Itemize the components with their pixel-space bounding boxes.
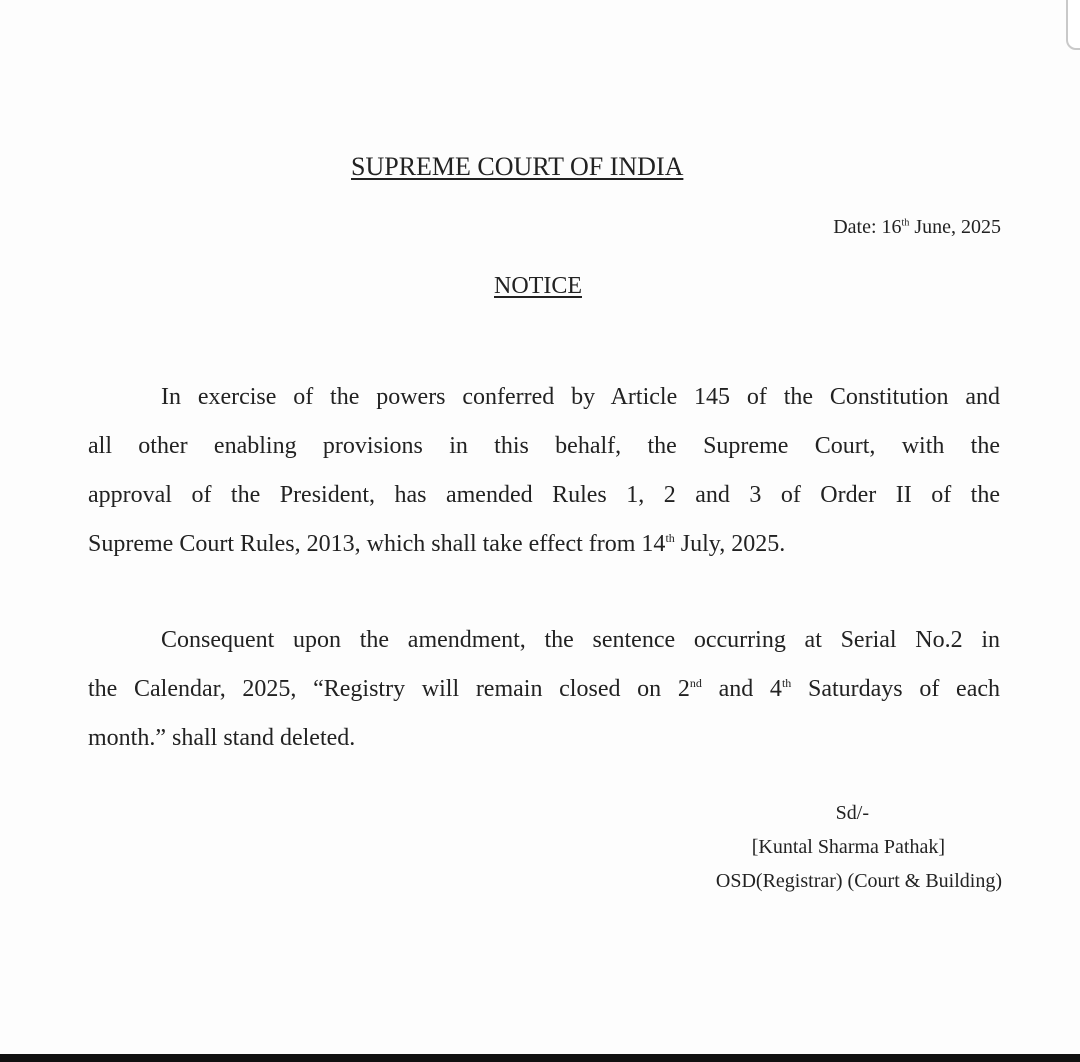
paragraph-line <box>88 520 1000 569</box>
signature-sd: Sd/- <box>835 802 869 824</box>
paragraph-amendment <box>88 373 1000 569</box>
signature-block <box>602 796 1002 898</box>
date-suffix: June, 2025 <box>909 216 1001 238</box>
date-prefix: Date: 16 <box>833 216 902 238</box>
calendar-text: the Calendar, 2025, “Registry will remain closed on 2 <box>88 676 690 702</box>
paragraph-line: all other enabling provisions in this behalf, the Supreme Court, with the <box>88 433 1000 459</box>
signatory-name: [Kuntal Sharma Pathak] <box>751 836 945 858</box>
paragraph-line <box>88 665 1000 714</box>
signatory-designation: OSD(Registrar) (Court & Building) <box>715 870 1002 892</box>
paragraph-line: month.” shall stand deleted. <box>88 725 356 751</box>
calendar-text-and: and 4 <box>701 676 782 702</box>
paragraph-line: approval of the President, has amended Rules 1, 2 and 3 of Order II of the <box>88 482 1000 508</box>
paragraph-line: In exercise of the powers conferred by Article 145 of the Constitution and <box>161 384 1000 410</box>
court-heading: SUPREME COURT OF INDIA <box>351 152 684 181</box>
corner-scroll-indicator <box>1066 0 1080 50</box>
ordinal-suffix: th <box>781 676 792 690</box>
ordinal-suffix: nd <box>689 676 702 690</box>
effective-date-text: Supreme Court Rules, 2013, which shall take effect from 14 <box>88 531 666 557</box>
notice-title: NOTICE <box>494 273 582 299</box>
effective-date-month: July, 2025. <box>674 531 786 557</box>
date-ordinal-suffix: th <box>901 217 910 229</box>
bottom-edge-bar <box>0 1054 1080 1062</box>
paragraph-consequence <box>88 616 1000 763</box>
calendar-text-saturdays: Saturdays of each <box>791 676 1000 702</box>
notice-date <box>833 216 1001 239</box>
ordinal-suffix: th <box>665 531 675 545</box>
paragraph-line: Consequent upon the amendment, the sentence occurring at Serial No.2 in <box>161 627 1000 653</box>
